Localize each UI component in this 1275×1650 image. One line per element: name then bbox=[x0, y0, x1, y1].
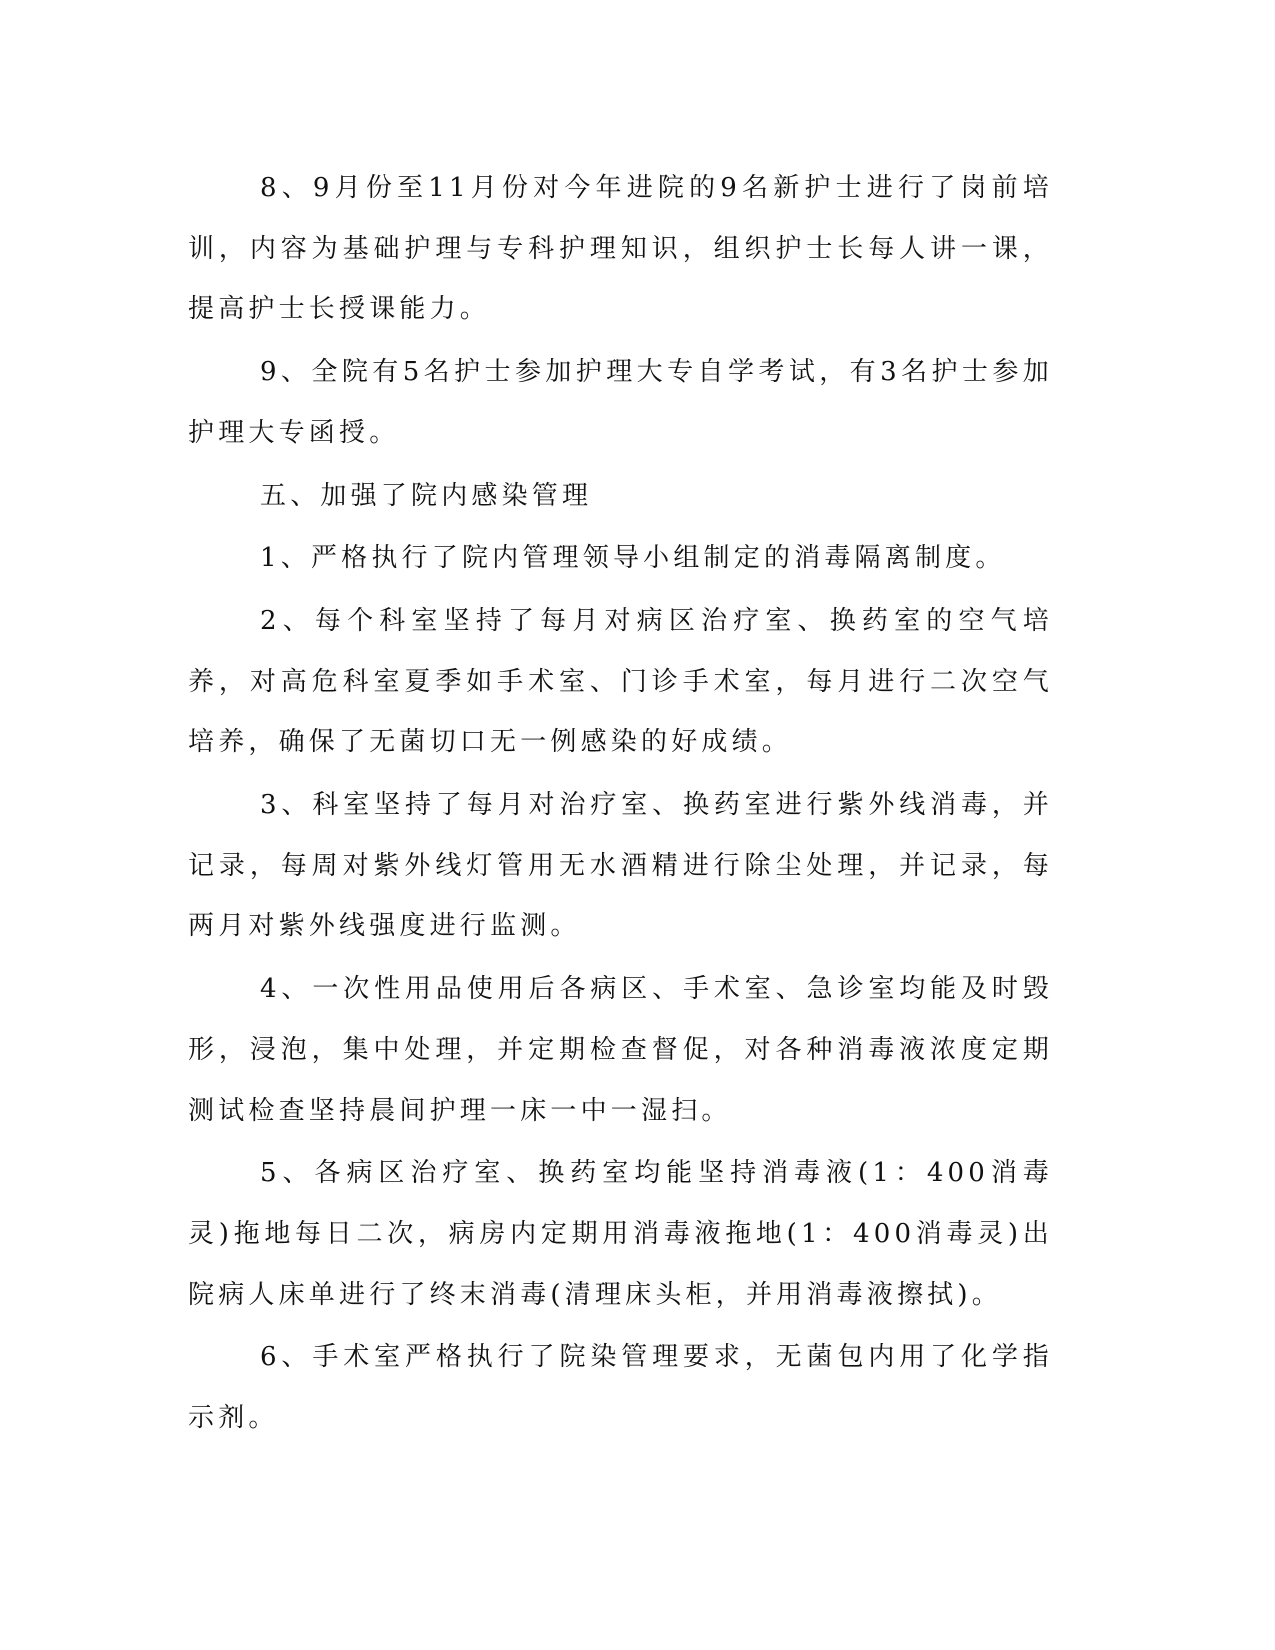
document-body bbox=[188, 158, 1053, 1451]
paragraph-item-2-air-culture: 2、每个科室坚持了每月对病区治疗室、换药室的空气培养，对高危科室夏季如手术室、门诊手术室，每月进行二次空气培养，确保了无菌切口无一例感染的好成绩。 bbox=[188, 605, 1053, 758]
paragraph-item-3-uv-disinfection: 3、科室坚持了每月对治疗室、换药室进行紫外线消毒，并记录，每周对紫外线灯管用无水酒精进行除尘处理，并记录，每两月对紫外线强度进行监测。 bbox=[188, 790, 1053, 942]
paragraph-item-6-operating-room: 6、手术室严格执行了院染管理要求，无菌包内用了化学指示剂。 bbox=[188, 1342, 1053, 1434]
section-heading-infection-management: 五、加强了院内感染管理 bbox=[260, 480, 593, 511]
paragraph-item-5-floor-disinfection: 5、各病区治疗室、换药室均能坚持消毒液(1：400消毒灵)拖地每日二次，病房内定期用消毒液拖地(1：400消毒灵)出院病人床单进行了终末消毒(清理床头柜，并用消毒液擦拭)。 bbox=[188, 1158, 1053, 1310]
paragraph-item-8-training: 8、9月份至11月份对今年进院的9名新护士进行了岗前培训，内容为基础护理与专科护理知识，组织护士长每人讲一课，提高护士长授课能力。 bbox=[188, 173, 1053, 325]
paragraph-item-4-disposables: 4、一次性用品使用后各病区、手术室、急诊室均能及时毁形，浸泡，集中处理，并定期检查督促，对各种消毒液浓度定期测试检查坚持晨间护理一床一中一湿扫。 bbox=[188, 974, 1053, 1126]
paragraph-item-9-exams: 9、全院有5名护士参加护理大专自学考试，有3名护士参加护理大专函授。 bbox=[188, 357, 1053, 448]
paragraph-item-1-disinfection-system: 1、严格执行了院内管理领导小组制定的消毒隔离制度。 bbox=[260, 543, 1006, 574]
